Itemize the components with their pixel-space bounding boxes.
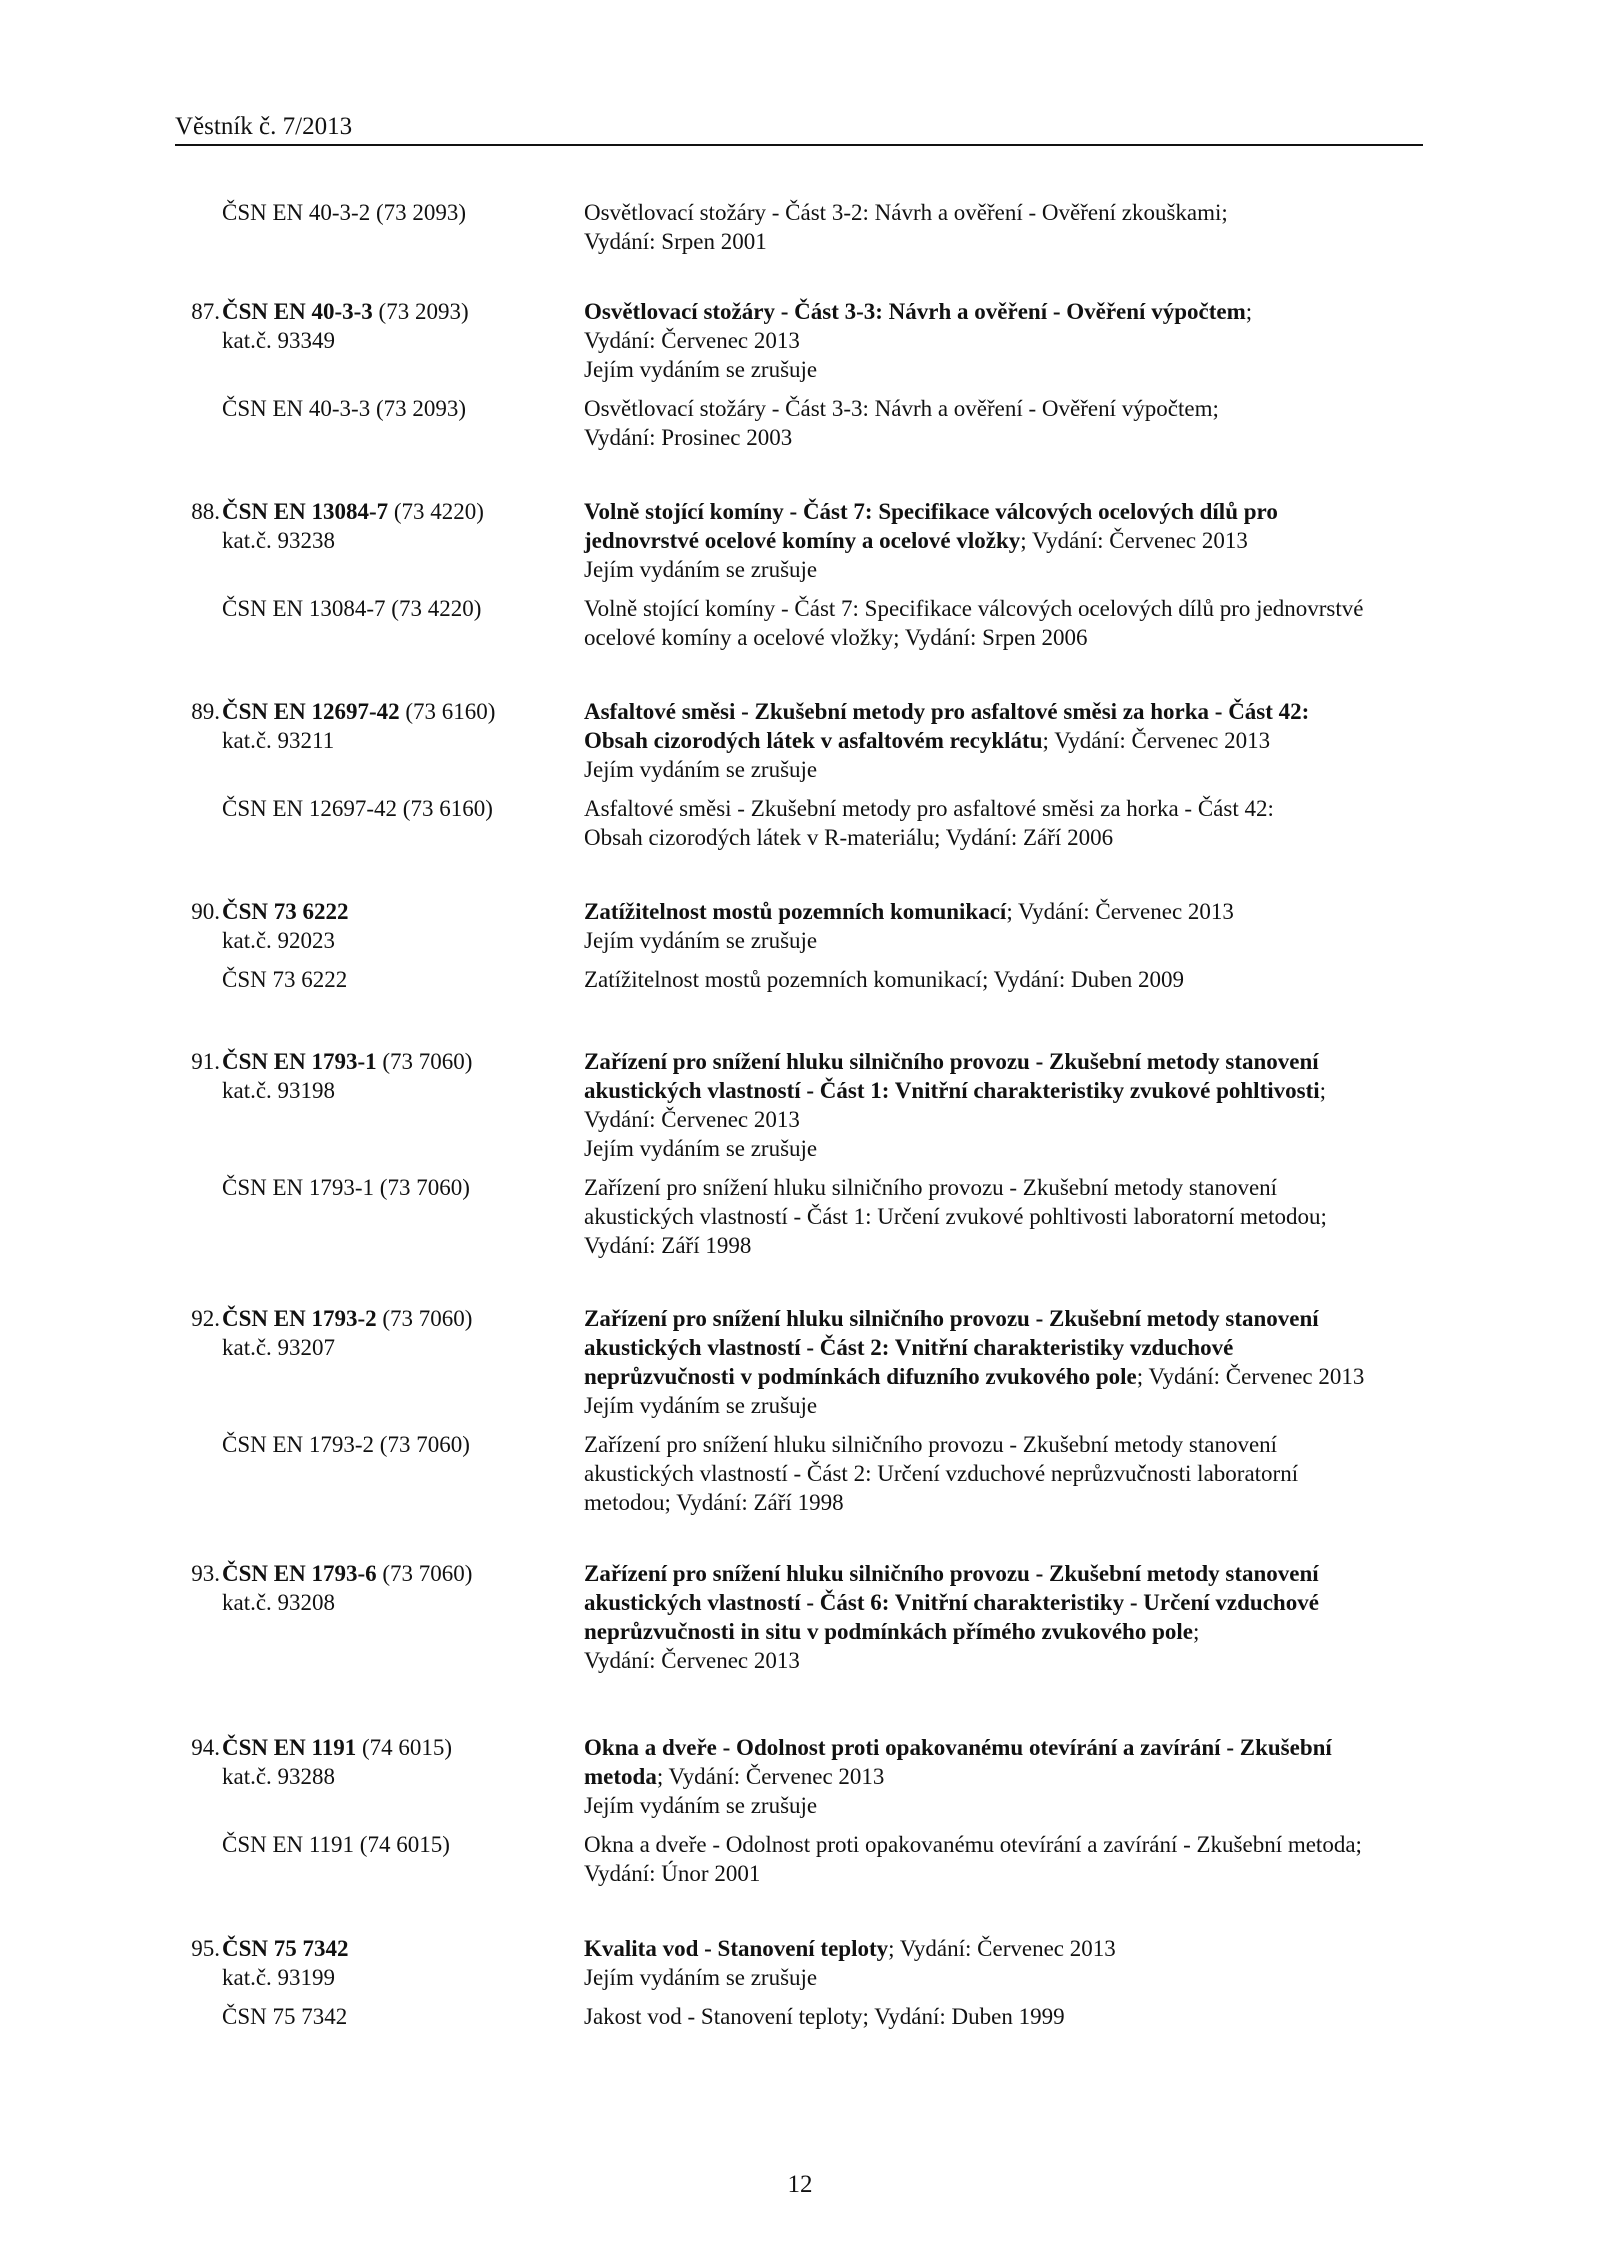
- standard-title: [584, 1559, 1319, 1588]
- standard-title: [584, 1134, 817, 1163]
- entry-line: [0, 1762, 1600, 1791]
- standard-code-bold: ČSN 73 6222: [222, 899, 349, 924]
- superseded-code: ČSN 73 6222: [222, 967, 348, 992]
- standard-title-rest: Vydání: Červenec 2013: [584, 328, 800, 353]
- entry-number: 95.: [191, 1936, 220, 1961]
- superseded-title: Vydání: Prosinec 2003: [584, 425, 793, 450]
- standard-title-rest: ;: [1192, 1619, 1200, 1644]
- standard-title-rest: Vydání: Červenec 2013: [584, 1107, 800, 1132]
- standard-title-bold: metoda: [584, 1764, 657, 1789]
- standard-title: [584, 1588, 1319, 1617]
- standard-code: [222, 1047, 472, 1076]
- standard-code: [222, 497, 484, 526]
- entry-line: [0, 1934, 1600, 1963]
- entry-line: [0, 1791, 1600, 1820]
- superseded-title: akustických vlastností - Část 2: Určení vzduchové neprůzvučnosti laboratorní: [584, 1461, 1299, 1486]
- superseded-title: metodou; Vydání: Září 1998: [584, 1490, 844, 1515]
- standard-title: [584, 755, 817, 784]
- page-number: 12: [787, 2171, 813, 2198]
- continued-entry: [0, 198, 1600, 256]
- standard-title-bold: akustických vlastností - Část 1: Vnitřní charakteristiky zvukové pohltivosti: [584, 1078, 1320, 1103]
- standard-title-bold: jednovrstvé ocelové komíny a ocelové vložky: [584, 528, 1021, 553]
- superseded-code: ČSN EN 1191 (74 6015): [222, 1832, 450, 1857]
- superseded-standard: [0, 1830, 1600, 1888]
- entry-line: [0, 526, 1600, 555]
- standard-entry: [0, 297, 1600, 452]
- superseded-title: Zatížitelnost mostů pozemních komunikací; Vydání: Duben 2009: [584, 967, 1185, 992]
- standard-title-bold: Kvalita vod - Stanovení teploty: [584, 1936, 889, 1961]
- superseded-code: ČSN EN 13084-7 (73 4220): [222, 596, 482, 621]
- superseded-line: [0, 1859, 1600, 1888]
- old-standard-issue: Vydání: Srpen 2001: [584, 229, 767, 254]
- standard-code-number: (73 2093): [372, 299, 469, 324]
- standard-title-bold: Zařízení pro snížení hluku silničního provozu - Zkušební metody stanovení: [584, 1306, 1319, 1331]
- standard-title: [584, 297, 1252, 326]
- superseded-line: [0, 394, 1600, 423]
- standard-code-number: (73 7060): [376, 1049, 473, 1074]
- superseded-line: [0, 1231, 1600, 1260]
- entry-line: [0, 1391, 1600, 1420]
- superseded-line: [0, 423, 1600, 452]
- standard-title: [584, 1762, 884, 1791]
- standard-title-rest: Jejím vydáním se zrušuje: [584, 1393, 818, 1418]
- standard-title: [584, 1791, 817, 1820]
- entry-number: 93.: [191, 1561, 220, 1586]
- standard-entry: [0, 697, 1600, 852]
- standard-title: [584, 1047, 1319, 1076]
- superseded-code: ČSN EN 1793-1 (73 7060): [222, 1175, 470, 1200]
- superseded-line: [0, 1430, 1600, 1459]
- standard-code-bold: ČSN EN 1793-2: [222, 1306, 377, 1331]
- standard-title-bold: Asfaltové směsi - Zkušební metody pro asfaltové směsi za horka - Část 42:: [584, 699, 1310, 724]
- superseded-line: [0, 594, 1600, 623]
- entry-number: 94.: [191, 1735, 220, 1760]
- catalog-number: kat.č. 93199: [222, 1965, 336, 1990]
- standard-code-number: (73 4220): [388, 499, 484, 524]
- standard-title-bold: neprůzvučnosti v podmínkách difuzního zvukového pole: [584, 1364, 1137, 1389]
- standard-title-bold: neprůzvučnosti in situ v podmínkách přímého zvukového pole: [584, 1619, 1193, 1644]
- superseded-standard: [0, 394, 1600, 452]
- superseded-line: [0, 2002, 1600, 2031]
- standard-code: [222, 697, 495, 726]
- standard-code-bold: ČSN EN 40-3-3: [222, 299, 373, 324]
- catalog-number: kat.č. 93208: [222, 1590, 336, 1615]
- standard-title-rest: ;: [1319, 1078, 1327, 1103]
- standard-code-bold: ČSN EN 12697-42: [222, 699, 400, 724]
- superseded-line: [0, 1459, 1600, 1488]
- superseded-code: ČSN 75 7342: [222, 2004, 348, 2029]
- standard-entry: [0, 1559, 1600, 1675]
- entry-line: [0, 755, 1600, 784]
- superseded-title: akustických vlastností - Část 1: Určení zvukové pohltivosti laboratorní metodou;: [584, 1204, 1327, 1229]
- superseded-title: Okna a dveře - Odolnost proti opakovanému otevírání a zavírání - Zkušební metoda;: [584, 1832, 1362, 1857]
- standard-entry: [0, 1304, 1600, 1517]
- header-divider: [175, 144, 1423, 146]
- standard-title-rest: Jejím vydáním se zrušuje: [584, 1965, 818, 1990]
- standard-title-rest: ; Vydání: Červenec 2013: [1042, 728, 1271, 753]
- standard-title: [584, 1362, 1364, 1391]
- standard-title: [584, 555, 817, 584]
- standard-title: [584, 897, 1234, 926]
- standard-title: [584, 1934, 1116, 1963]
- standard-code-number: (73 6160): [399, 699, 496, 724]
- entry-line: [0, 1733, 1600, 1762]
- entry-number: 88.: [191, 499, 220, 524]
- superseded-line: [0, 1830, 1600, 1859]
- standard-title-bold: Zatížitelnost mostů pozemních komunikací: [584, 899, 1007, 924]
- superseded-title: Vydání: Únor 2001: [584, 1861, 761, 1886]
- entry-line: [0, 555, 1600, 584]
- superseded-line: [0, 1488, 1600, 1517]
- superseded-code: ČSN EN 1793-2 (73 7060): [222, 1432, 470, 1457]
- standard-code: [222, 1304, 472, 1333]
- standard-code: [222, 1559, 472, 1588]
- entry-line: [0, 326, 1600, 355]
- standard-title: [584, 926, 817, 955]
- old-standard-title: Osvětlovací stožáry - Část 3-2: Návrh a ověření - Ověření zkouškami;: [584, 200, 1228, 225]
- standard-title-rest: ; Vydání: Červenec 2013: [888, 1936, 1116, 1961]
- standard-title-rest: ; Vydání: Červenec 2013: [1020, 528, 1248, 553]
- standard-title-rest: Jejím vydáním se zrušuje: [584, 357, 818, 382]
- standard-title-rest: Jejím vydáním se zrušuje: [584, 1793, 818, 1818]
- entry-line: [0, 1559, 1600, 1588]
- entry-line: [0, 1304, 1600, 1333]
- standard-title: [584, 726, 1270, 755]
- standard-title-bold: akustických vlastností - Část 2: Vnitřní charakteristiky vzduchové: [584, 1335, 1234, 1360]
- superseded-title: Osvětlovací stožáry - Část 3-3: Návrh a ověření - Ověření výpočtem;: [584, 396, 1219, 421]
- superseded-code: ČSN EN 40-3-3 (73 2093): [222, 396, 467, 421]
- standard-title: [584, 1646, 800, 1675]
- entry-line: [0, 1333, 1600, 1362]
- catalog-number: kat.č. 93238: [222, 528, 336, 553]
- superseded-title: Volně stojící komíny - Část 7: Specifikace válcových ocelových dílů pro jednovrstvé: [584, 596, 1364, 621]
- standard-entry: [0, 1733, 1600, 1888]
- superseded-line: [0, 965, 1600, 994]
- entry-line: [0, 1362, 1600, 1391]
- standard-code-bold: ČSN EN 1191: [222, 1735, 357, 1760]
- standard-title-rest: ; Vydání: Červenec 2013: [1006, 899, 1234, 924]
- header-title: Věstník č. 7/2013: [175, 113, 353, 140]
- standard-code-number: (73 7060): [376, 1306, 473, 1331]
- standard-title: [584, 526, 1248, 555]
- entry-line: [0, 926, 1600, 955]
- superseded-standard: [0, 965, 1600, 994]
- standard-title: [584, 697, 1309, 726]
- standard-title: [584, 1617, 1199, 1646]
- superseded-line: [0, 1202, 1600, 1231]
- superseded-title: Zařízení pro snížení hluku silničního provozu - Zkušební metody stanovení: [584, 1432, 1278, 1457]
- standard-title: [584, 1076, 1326, 1105]
- standard-title: [584, 326, 800, 355]
- superseded-standard: [0, 594, 1600, 652]
- standard-title-bold: Osvětlovací stožáry - Část 3-3: Návrh a ověření - Ověření výpočtem: [584, 299, 1246, 324]
- standard-title-rest: Jejím vydáním se zrušuje: [584, 557, 818, 582]
- standard-entry: [0, 1934, 1600, 2031]
- entry-line: [0, 297, 1600, 326]
- catalog-number: kat.č. 93288: [222, 1764, 336, 1789]
- superseded-title: Obsah cizorodých látek v R-materiálu; Vydání: Září 2006: [584, 825, 1114, 850]
- standard-code: [222, 1934, 349, 1963]
- standard-entry: [0, 897, 1600, 994]
- standard-title: [584, 497, 1278, 526]
- catalog-number: kat.č. 92023: [222, 928, 336, 953]
- entry-number: 90.: [191, 899, 220, 924]
- standard-code-bold: ČSN EN 1793-1: [222, 1049, 377, 1074]
- superseded-line: [0, 623, 1600, 652]
- superseded-line: [0, 823, 1600, 852]
- entry-line: [0, 1105, 1600, 1134]
- standard-title-rest: Jejím vydáním se zrušuje: [584, 928, 818, 953]
- superseded-standard: [0, 1173, 1600, 1260]
- entry-line: [0, 897, 1600, 926]
- standard-title-bold: Volně stojící komíny - Část 7: Specifikace válcových ocelových dílů pro: [584, 499, 1278, 524]
- entry-line: [0, 1134, 1600, 1163]
- standard-title-bold: akustických vlastností - Část 6: Vnitřní charakteristiky - Určení vzduchové: [584, 1590, 1319, 1615]
- standard-title: [584, 1105, 800, 1134]
- entry-number: 92.: [191, 1306, 220, 1331]
- standard-title: [584, 1963, 817, 1992]
- standard-title-bold: Okna a dveře - Odolnost proti opakovanému otevírání a zavírání - Zkušební: [584, 1735, 1332, 1760]
- standard-title: [584, 1333, 1233, 1362]
- standard-title: [584, 355, 817, 384]
- standard-code-bold: ČSN EN 1793-6: [222, 1561, 377, 1586]
- standard-code-number: (74 6015): [356, 1735, 453, 1760]
- standard-entry: [0, 1047, 1600, 1260]
- entry-line: [0, 1617, 1600, 1646]
- catalog-number: kat.č. 93198: [222, 1078, 336, 1103]
- catalog-number: kat.č. 93211: [222, 728, 335, 753]
- superseded-line: [0, 1173, 1600, 1202]
- superseded-title: Asfaltové směsi - Zkušební metody pro asfaltové směsi za horka - Část 42:: [584, 796, 1274, 821]
- superseded-code: ČSN EN 12697-42 (73 6160): [222, 796, 493, 821]
- standard-title-rest: ;: [1245, 299, 1253, 324]
- standard-code: [222, 897, 349, 926]
- entry-line: [0, 1076, 1600, 1105]
- catalog-number: kat.č. 93207: [222, 1335, 336, 1360]
- standard-code-number: (73 7060): [376, 1561, 473, 1586]
- entry-number: 89.: [191, 699, 220, 724]
- entry-line: [0, 1963, 1600, 1992]
- standard-code: [222, 297, 469, 326]
- superseded-standard: [0, 2002, 1600, 2031]
- old-standard-code: ČSN EN 40-3-2 (73 2093): [222, 200, 467, 225]
- standard-title-bold: Obsah cizorodých látek v asfaltovém recyklátu: [584, 728, 1043, 753]
- superseded-standard: [0, 794, 1600, 852]
- superseded-standard: [0, 1430, 1600, 1517]
- entry-line: [0, 1047, 1600, 1076]
- standard-title: [584, 1304, 1319, 1333]
- standard-title-bold: Zařízení pro snížení hluku silničního provozu - Zkušební metody stanovení: [584, 1561, 1319, 1586]
- standard-title: [584, 1391, 817, 1420]
- standard-code: [222, 1733, 452, 1762]
- standard-code-bold: ČSN 75 7342: [222, 1936, 349, 1961]
- superseded-title: Jakost vod - Stanovení teploty; Vydání: Duben 1999: [584, 2004, 1065, 2029]
- catalog-number: kat.č. 93349: [222, 328, 336, 353]
- entry-number: 91.: [191, 1049, 220, 1074]
- superseded-title: ocelové komíny a ocelové vložky; Vydání: Srpen 2006: [584, 625, 1088, 650]
- standard-title-bold: Zařízení pro snížení hluku silničního provozu - Zkušební metody stanovení: [584, 1049, 1319, 1074]
- standard-title-rest: Vydání: Červenec 2013: [584, 1648, 800, 1673]
- superseded-line: [0, 794, 1600, 823]
- standard-entry: [0, 497, 1600, 652]
- entry-line: [0, 355, 1600, 384]
- entry-line: [0, 697, 1600, 726]
- standard-title: [584, 1733, 1332, 1762]
- standard-title-rest: Jejím vydáním se zrušuje: [584, 1136, 818, 1161]
- standard-title-rest: ; Vydání: Červenec 2013: [1136, 1364, 1365, 1389]
- entry-line: [0, 1646, 1600, 1675]
- entry-line: [0, 1588, 1600, 1617]
- standard-title-rest: ; Vydání: Červenec 2013: [656, 1764, 885, 1789]
- standard-title-rest: Jejím vydáním se zrušuje: [584, 757, 818, 782]
- superseded-title: Zařízení pro snížení hluku silničního provozu - Zkušební metody stanovení: [584, 1175, 1278, 1200]
- entry-number: 87.: [191, 299, 220, 324]
- superseded-title: Vydání: Září 1998: [584, 1233, 752, 1258]
- entry-line: [0, 726, 1600, 755]
- standard-code-bold: ČSN EN 13084-7: [222, 499, 389, 524]
- entry-line: [0, 497, 1600, 526]
